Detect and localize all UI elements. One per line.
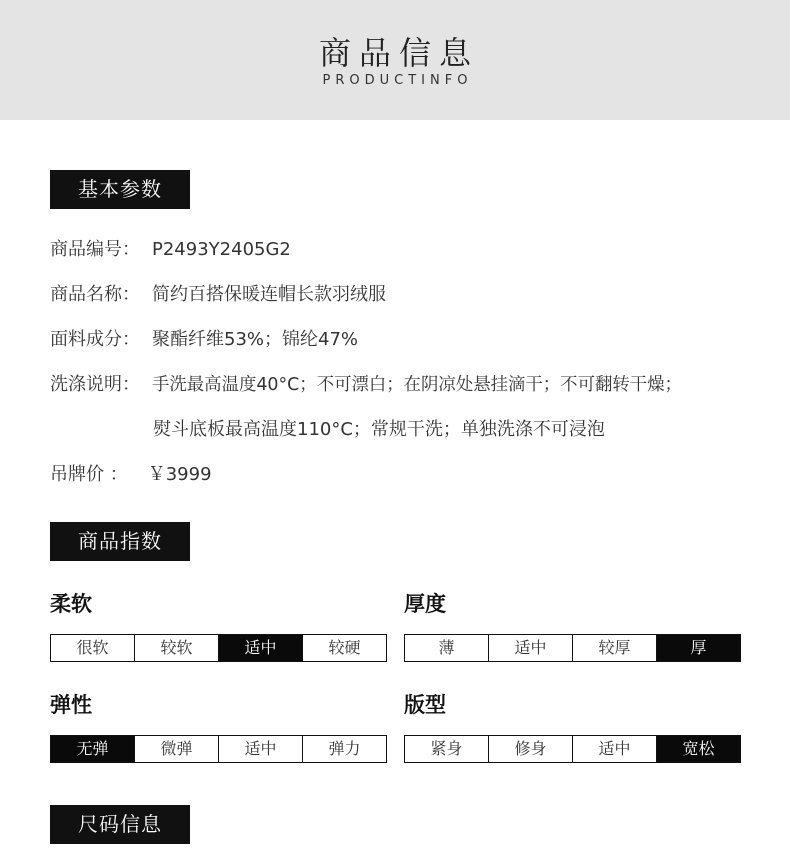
scale-option: 微弹 <box>135 736 219 762</box>
scale-option: 修身 <box>489 736 573 762</box>
scale-option: 适中 <box>219 635 303 661</box>
param-row-fabric <box>50 328 358 352</box>
metric-scale-fit <box>404 735 741 763</box>
param-row-price <box>50 463 212 487</box>
scale-option: 较硬 <box>303 635 386 661</box>
param-key: 洗涤说明： <box>50 374 140 395</box>
page-subtitle: PRODUCTINFO <box>322 73 473 88</box>
param-row-code <box>50 238 291 262</box>
scale-option: 适中 <box>573 736 657 762</box>
section-label-basic: 基本参数 <box>50 170 190 209</box>
param-row-wash <box>50 373 682 397</box>
param-value: 手洗最高温度40°C；不可漂白；在阴凉处悬挂滴干；不可翻转干燥； <box>152 375 682 395</box>
scale-option: 适中 <box>489 635 573 661</box>
scale-option: 较厚 <box>573 635 657 661</box>
metric-name-elasticity: 弹性 <box>50 693 92 717</box>
scale-option: 无弹 <box>51 736 135 762</box>
metric-name-thickness: 厚度 <box>404 592 446 616</box>
section-label-index: 商品指数 <box>50 522 190 561</box>
metric-scale-softness <box>50 634 387 662</box>
scale-option: 弹力 <box>303 736 386 762</box>
scale-option: 很软 <box>51 635 135 661</box>
param-value: 聚酯纤维53%；锦纶47% <box>152 329 359 350</box>
scale-option: 厚 <box>657 635 740 661</box>
page-title: 商品信息 <box>318 34 479 72</box>
param-key: 面料成分： <box>50 329 140 350</box>
metric-scale-elasticity <box>50 735 387 763</box>
scale-option: 适中 <box>219 736 303 762</box>
param-value: 简约百搭保暖连帽长款羽绒服 <box>152 284 386 305</box>
metric-scale-thickness <box>404 634 741 662</box>
metric-name-softness: 柔软 <box>50 592 92 616</box>
scale-option: 紧身 <box>405 736 489 762</box>
scale-option: 较软 <box>135 635 219 661</box>
param-key: 商品编号： <box>50 239 140 260</box>
scale-option: 薄 <box>405 635 489 661</box>
param-key: 吊牌价 ： <box>50 464 128 485</box>
metric-name-fit: 版型 <box>404 693 446 717</box>
param-value: ￥3999 <box>147 464 212 485</box>
section-label-size: 尺码信息 <box>50 805 190 844</box>
page-header <box>0 0 790 120</box>
param-key: 商品名称： <box>50 284 140 305</box>
scale-option: 宽松 <box>657 736 740 762</box>
param-value-continued: 熨斗底板最高温度110°C；常规干洗；单独洗涤不可浸泡 <box>153 419 605 440</box>
param-value: P2493Y2405G2 <box>152 239 291 260</box>
param-row-name <box>50 283 386 307</box>
